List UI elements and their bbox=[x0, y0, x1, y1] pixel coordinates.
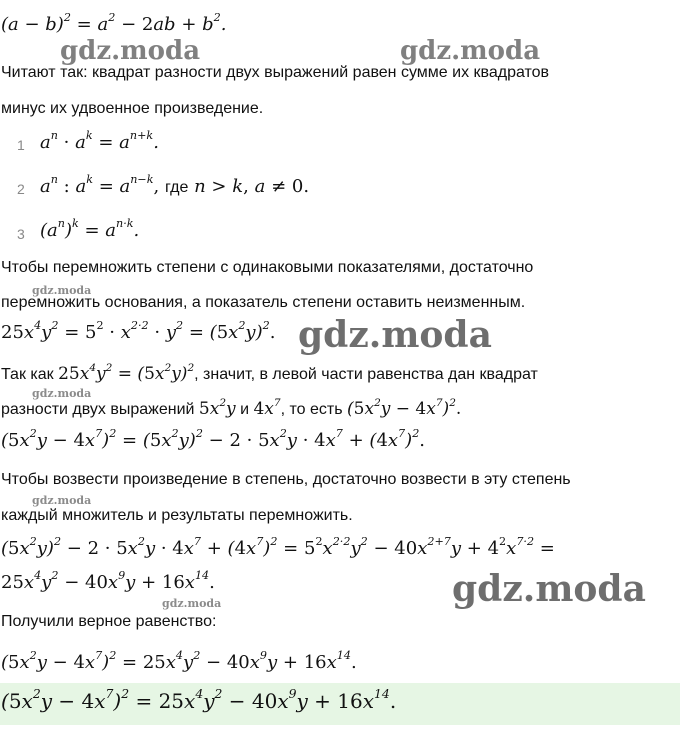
text-line: разности двух выражений $5x^2y$ и $4x^7$, то есть $(5x^2y - 4x^7)^2$. bbox=[1, 396, 462, 419]
text-line: минус их удвоенное произведение. bbox=[1, 100, 264, 117]
watermark: gdz.moda bbox=[32, 494, 92, 507]
text-line: Получили верное равенство: bbox=[1, 613, 217, 630]
formula-quotient-of-powers: $a^n$ : $a^k = a^{n-k}$, где n > k, a ≠ 0. bbox=[40, 173, 310, 197]
watermark: gdz.moda bbox=[400, 36, 541, 66]
formula-power-of-power: $(a^n)^k = a^{n\cdot k}$. bbox=[40, 217, 140, 241]
list-number: 1 bbox=[17, 137, 25, 153]
text-line: перемножить основания, а показатель степени оставить неизменным. bbox=[1, 294, 526, 311]
watermark: gdz.moda bbox=[452, 568, 646, 610]
watermark: gdz.moda bbox=[32, 387, 92, 400]
watermark: gdz.moda bbox=[60, 36, 201, 66]
formula-computation-line2: $25x^4y^2 - 40x^9y + 16x^{14}$. bbox=[1, 569, 215, 593]
text-line: каждый множитель и результаты перемножить. bbox=[1, 507, 353, 524]
formula-square-of-difference: $(a - b)^2 = a^2 - 2ab + b^2$. bbox=[1, 11, 227, 35]
text-line: Читают так: квадрат разности двух выражений равен сумме их квадратов bbox=[1, 64, 550, 81]
text-line: Чтобы возвести произведение в степень, достаточно возвести в эту степень bbox=[1, 471, 571, 488]
formula-computation-line1: $(5x^2y)^2 - 2 \cdot 5x^2y \cdot 4x^7 + (4x^7)^2 = 5^2x^{2\cdot 2}y^2 - 40x^{2+7}y + 4^2x^{7\cdot 2}$ = bbox=[1, 535, 555, 559]
text-line: Так как $25x^4y^2 = (5x^2y)^2$, значит, в левой части равенства дан квадрат bbox=[1, 361, 538, 384]
list-number: 2 bbox=[17, 181, 25, 197]
formula-result: $(5x^2y - 4x^7)^2 = 25x^4y^2 - 40x^9y + 16x^{14}$. bbox=[1, 649, 357, 673]
formula-example: $25x^4y^2 = 5^2 \cdot x^{2\cdot 2} \cdot y^2 = (5x^2y)^2$. bbox=[1, 319, 276, 343]
text-line: Чтобы перемножить степени с одинаковыми показателями, достаточно bbox=[1, 259, 534, 276]
condition-label: где bbox=[165, 179, 189, 196]
formula-product-of-powers: $a^n \cdot a^k = a^{n+k}$. bbox=[40, 129, 159, 153]
watermark: gdz.moda bbox=[32, 284, 92, 297]
watermark: gdz.moda bbox=[298, 314, 492, 356]
list-number: 3 bbox=[17, 226, 25, 242]
watermark: gdz.moda bbox=[162, 597, 222, 610]
formula-expansion: $(5x^2y - 4x^7)^2 = (5x^2y)^2 - 2 \cdot 5x^2y \cdot 4x^7 + (4x^7)^2$. bbox=[1, 427, 426, 451]
formula-answer-highlighted: $(5x^2y - 4x^7)^2 = 25x^4y^2 - 40x^9y + 16x^{14}$. bbox=[1, 686, 397, 713]
